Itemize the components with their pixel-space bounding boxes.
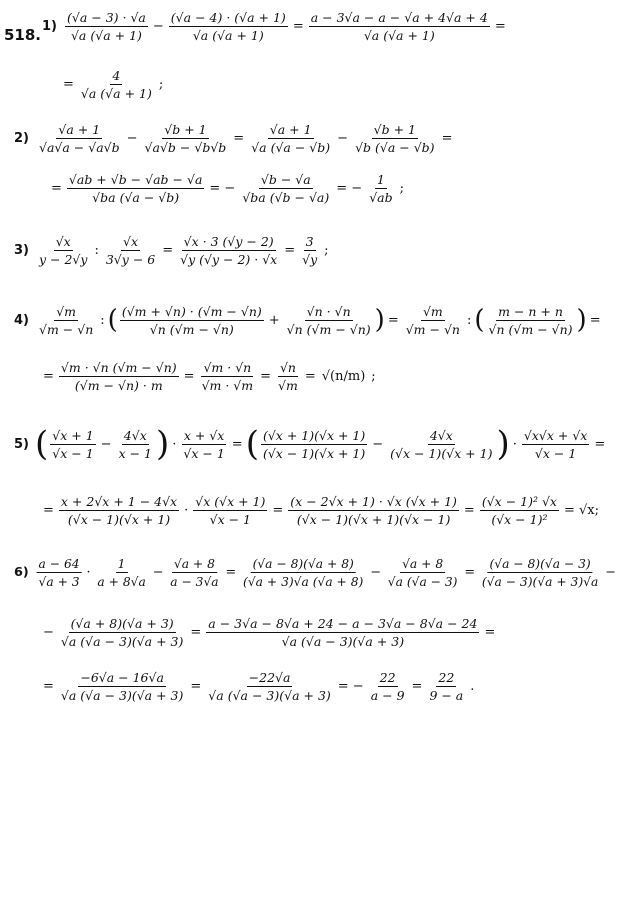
operator: = −	[337, 679, 364, 694]
problem-number: 518.	[4, 26, 42, 44]
fraction	[487, 304, 575, 337]
fraction	[178, 234, 279, 267]
numerator: 1	[376, 172, 385, 187]
operator: =	[441, 131, 453, 146]
numerator: √x	[123, 234, 139, 249]
numerator: √m · √n	[203, 360, 252, 375]
numerator: (√x − 1)² √x	[481, 494, 557, 509]
numerator: 4√x	[429, 428, 453, 443]
denominator: √m	[278, 378, 298, 393]
operator: =	[190, 679, 202, 694]
operator: =	[594, 437, 606, 452]
denominator: (√x − 1)(√x + 1)	[67, 512, 171, 527]
fraction	[522, 428, 589, 461]
operator: .	[470, 679, 475, 694]
fraction	[104, 234, 157, 267]
denominator: √a (√a − √b)	[251, 140, 331, 155]
numerator: √ab + √b − √ab − √a	[68, 172, 203, 187]
operator: ;	[399, 181, 404, 196]
operator: =	[63, 77, 74, 92]
part-6-line-2	[40, 616, 498, 649]
operator: =	[162, 243, 174, 258]
close-bracket: )	[496, 423, 510, 464]
denominator: √a√a − √a√b	[39, 140, 120, 155]
operator: −	[152, 565, 164, 580]
operator: =	[43, 503, 54, 518]
numerator: (√m + √n) · (√m − √n)	[121, 304, 262, 319]
part-label: 5)	[14, 437, 29, 452]
fraction	[37, 234, 89, 267]
fraction	[120, 304, 264, 337]
operator: =	[190, 625, 202, 640]
numerator: (√a − 4) · (√a + 1)	[170, 10, 286, 25]
numerator: (√x + 1)(√x + 1)	[262, 428, 366, 443]
denominator: y − 2√y	[39, 252, 88, 267]
operator: ;	[324, 243, 329, 258]
operator: −	[126, 131, 138, 146]
operator: =	[43, 679, 54, 694]
operator: :	[466, 313, 472, 328]
operator: =	[43, 369, 54, 384]
denominator: √n (√m − √n)	[286, 322, 371, 337]
numerator: (√a − 3) · √a	[67, 10, 146, 25]
open-bracket: (	[245, 423, 259, 464]
open-bracket: (	[35, 423, 49, 464]
operator: √(n/m)	[321, 369, 366, 384]
operator: = −	[209, 181, 236, 196]
fraction	[95, 556, 147, 588]
numerator: √a + 1	[58, 122, 101, 137]
operator: =	[589, 313, 601, 328]
operator: −	[337, 131, 349, 146]
fraction	[404, 304, 462, 337]
part-4-line-1	[14, 304, 604, 337]
part-2-line-1	[14, 122, 455, 155]
denominator: √a (√a + 1)	[192, 28, 264, 43]
operator: :	[94, 243, 99, 258]
denominator: √n (√m − √n)	[488, 322, 573, 337]
operator: =	[233, 131, 245, 146]
denominator: √a + 3	[38, 573, 80, 589]
operator: =	[464, 565, 476, 580]
operator: = √x;	[563, 503, 599, 518]
fraction	[388, 428, 494, 461]
denominator: √a (√a + 1)	[80, 86, 152, 101]
fraction	[143, 122, 229, 155]
operator: =	[225, 565, 237, 580]
numerator: √x	[55, 234, 71, 249]
denominator: √b (√a − √b)	[355, 140, 435, 155]
denominator: √ba (√b − √a)	[242, 190, 330, 205]
numerator: 3	[305, 234, 314, 249]
fraction	[249, 122, 332, 155]
fraction	[288, 494, 459, 527]
fraction	[37, 304, 95, 337]
part-1-line-2	[60, 68, 166, 101]
fraction	[309, 10, 490, 43]
denominator: (√x − 1)(√x + 1)	[262, 446, 366, 461]
fraction	[59, 616, 185, 649]
denominator: √ab	[369, 190, 393, 205]
operator: =	[51, 181, 62, 196]
operator: −	[152, 19, 164, 34]
fraction	[59, 494, 179, 527]
operator: ·	[512, 437, 517, 452]
denominator: √y	[302, 252, 318, 267]
denominator: (√x − 1)²	[491, 512, 548, 527]
numerator: √x + 1	[52, 428, 94, 443]
fraction	[300, 234, 319, 267]
part-2-line-2	[48, 172, 407, 205]
denominator: √x − 1	[183, 446, 225, 461]
denominator: √x − 1	[52, 446, 94, 461]
numerator: a − 64	[38, 556, 80, 572]
numerator: √n · √n	[306, 304, 351, 319]
part-label: 1)	[42, 19, 57, 34]
numerator: x + √x	[183, 428, 225, 443]
fraction	[241, 556, 365, 588]
fraction	[181, 428, 226, 461]
fraction	[206, 670, 332, 703]
fraction	[37, 122, 122, 155]
numerator: (√a + 8)(√a + 3)	[70, 616, 174, 631]
denominator: √m − √n	[39, 322, 94, 337]
denominator: √a (√a + 1)	[70, 28, 142, 43]
denominator: 3√y − 6	[105, 252, 156, 267]
fraction	[59, 670, 185, 703]
open-bracket: (	[474, 305, 485, 336]
fraction	[480, 494, 559, 527]
numerator: 1	[117, 556, 126, 572]
numerator: 4	[112, 68, 121, 83]
fraction	[276, 360, 300, 393]
fraction	[200, 360, 256, 393]
numerator: √n	[279, 360, 296, 375]
numerator: √b + 1	[373, 122, 416, 137]
denominator: (√a + 3)√a (√a + 8)	[243, 573, 364, 589]
fraction	[50, 428, 95, 461]
operator: =	[183, 369, 195, 384]
operator: ;	[158, 77, 164, 92]
denominator: √y (√y − 2) · √x	[180, 252, 278, 267]
denominator: √a (√a − 3)(√a + 3)	[281, 634, 405, 649]
denominator: √n (√m − √n)	[149, 322, 234, 337]
numerator: 22	[379, 670, 396, 685]
fraction	[67, 172, 204, 205]
close-bracket: )	[156, 423, 170, 464]
operator: =	[484, 625, 496, 640]
numerator: (√a − 8)(√a + 8)	[252, 556, 354, 572]
operator: =	[272, 503, 284, 518]
denominator: (√x − 1)(√x + 1)	[390, 446, 493, 461]
denominator: √a (√a − 3)(√a + 3)	[208, 688, 331, 703]
denominator: (√m − √n) · m	[74, 378, 163, 393]
denominator: a + 8√a	[97, 573, 146, 589]
fraction	[369, 670, 407, 703]
part-label: 3)	[14, 243, 29, 258]
part-6-line-1	[14, 556, 619, 588]
part-3-line-1	[14, 234, 332, 267]
fraction	[65, 10, 148, 43]
operator: = −	[336, 181, 363, 196]
numerator: √m	[56, 304, 77, 319]
part-5-line-2	[40, 494, 602, 527]
numerator: m − n + n	[498, 304, 563, 319]
denominator: 9 − a	[429, 688, 464, 703]
denominator: √a√b − √b√b	[144, 140, 227, 155]
operator: :	[100, 313, 105, 328]
operator: =	[231, 437, 243, 452]
numerator: √m	[422, 304, 443, 319]
operator: =	[292, 19, 304, 34]
numerator: −6√a − 16√a	[80, 670, 164, 685]
numerator: √m · √n (√m − √n)	[60, 360, 177, 375]
numerator: √b − √a	[260, 172, 311, 187]
denominator: a − 3√a	[170, 573, 219, 589]
operator: =	[463, 503, 475, 518]
operator: =	[494, 19, 506, 34]
part-6-line-3	[40, 670, 477, 703]
fraction	[240, 172, 331, 205]
numerator: √b + 1	[164, 122, 207, 137]
numerator: √x · 3 (√y − 2)	[183, 234, 274, 249]
operator: ·	[184, 503, 189, 518]
numerator: (x − 2√x + 1) · √x (√x + 1)	[290, 494, 457, 509]
fraction	[427, 670, 465, 703]
part-5-line-1	[14, 423, 608, 464]
operator: −	[605, 565, 616, 580]
operator: −	[100, 437, 112, 452]
fraction	[79, 68, 154, 101]
denominator: √x − 1	[534, 446, 577, 461]
numerator: √a + 8	[173, 556, 215, 572]
denominator: x − 1	[118, 446, 152, 461]
numerator: 4√x	[123, 428, 147, 443]
numerator: x + 2√x + 1 − 4√x	[60, 494, 178, 509]
close-bracket: )	[374, 305, 385, 336]
fraction	[59, 360, 179, 393]
denominator: √a (√a − 3)(√a + 3)	[60, 688, 184, 703]
denominator: √m · √m	[201, 378, 254, 393]
denominator: a − 9	[370, 688, 405, 703]
fraction	[193, 494, 267, 527]
numerator: √a + 8	[402, 556, 444, 572]
operator: =	[387, 313, 399, 328]
close-bracket: )	[576, 305, 587, 336]
fraction	[206, 616, 479, 649]
numerator: a − 3√a − a − √a + 4√a + 4	[310, 10, 488, 25]
fraction	[261, 428, 367, 461]
numerator: 22	[438, 670, 455, 685]
operator: −	[372, 437, 384, 452]
fraction	[169, 10, 288, 43]
fraction	[353, 122, 437, 155]
fraction	[37, 556, 82, 588]
numerator: a − 3√a − 8√a + 24 − a − 3√a − 8√a − 24	[208, 616, 478, 631]
denominator: √x − 1	[209, 512, 252, 527]
part-4-line-2	[40, 360, 379, 393]
numerator: √x (√x + 1)	[195, 494, 266, 509]
denominator: √ba (√a − √b)	[92, 190, 180, 205]
fraction	[367, 172, 394, 205]
denominator: √a (√a + 1)	[363, 28, 435, 43]
denominator: √a (√a − 3)	[387, 573, 458, 589]
fraction	[168, 556, 220, 588]
part-label: 4)	[14, 313, 29, 328]
operator: −	[370, 565, 381, 580]
operator: ·	[172, 437, 177, 452]
numerator: √x√x + √x	[523, 428, 588, 443]
denominator: √m − √n	[405, 322, 460, 337]
operator: ;	[371, 369, 376, 384]
operator: −	[43, 625, 54, 640]
numerator: (√a − 8)(√a − 3)	[489, 556, 591, 572]
part-label: 6)	[14, 565, 29, 580]
numerator: −22√a	[248, 670, 291, 685]
fraction	[480, 556, 600, 588]
part-label: 2)	[14, 131, 29, 146]
part-1-line-1	[42, 10, 509, 43]
denominator: (√a − 3)(√a + 3)√a	[481, 573, 599, 589]
open-bracket: (	[107, 305, 118, 336]
denominator: √a (√a − 3)(√a + 3)	[60, 634, 184, 649]
operator: =	[284, 243, 296, 258]
operator: =	[260, 369, 272, 384]
fraction	[386, 556, 460, 588]
operator: =	[304, 369, 316, 384]
fraction	[117, 428, 154, 461]
numerator: √a + 1	[269, 122, 312, 137]
operator: =	[411, 679, 423, 694]
denominator: (√x − 1)(√x + 1)(√x − 1)	[296, 512, 451, 527]
fraction	[285, 304, 373, 337]
operator: ·	[86, 565, 91, 580]
operator: +	[268, 313, 280, 328]
